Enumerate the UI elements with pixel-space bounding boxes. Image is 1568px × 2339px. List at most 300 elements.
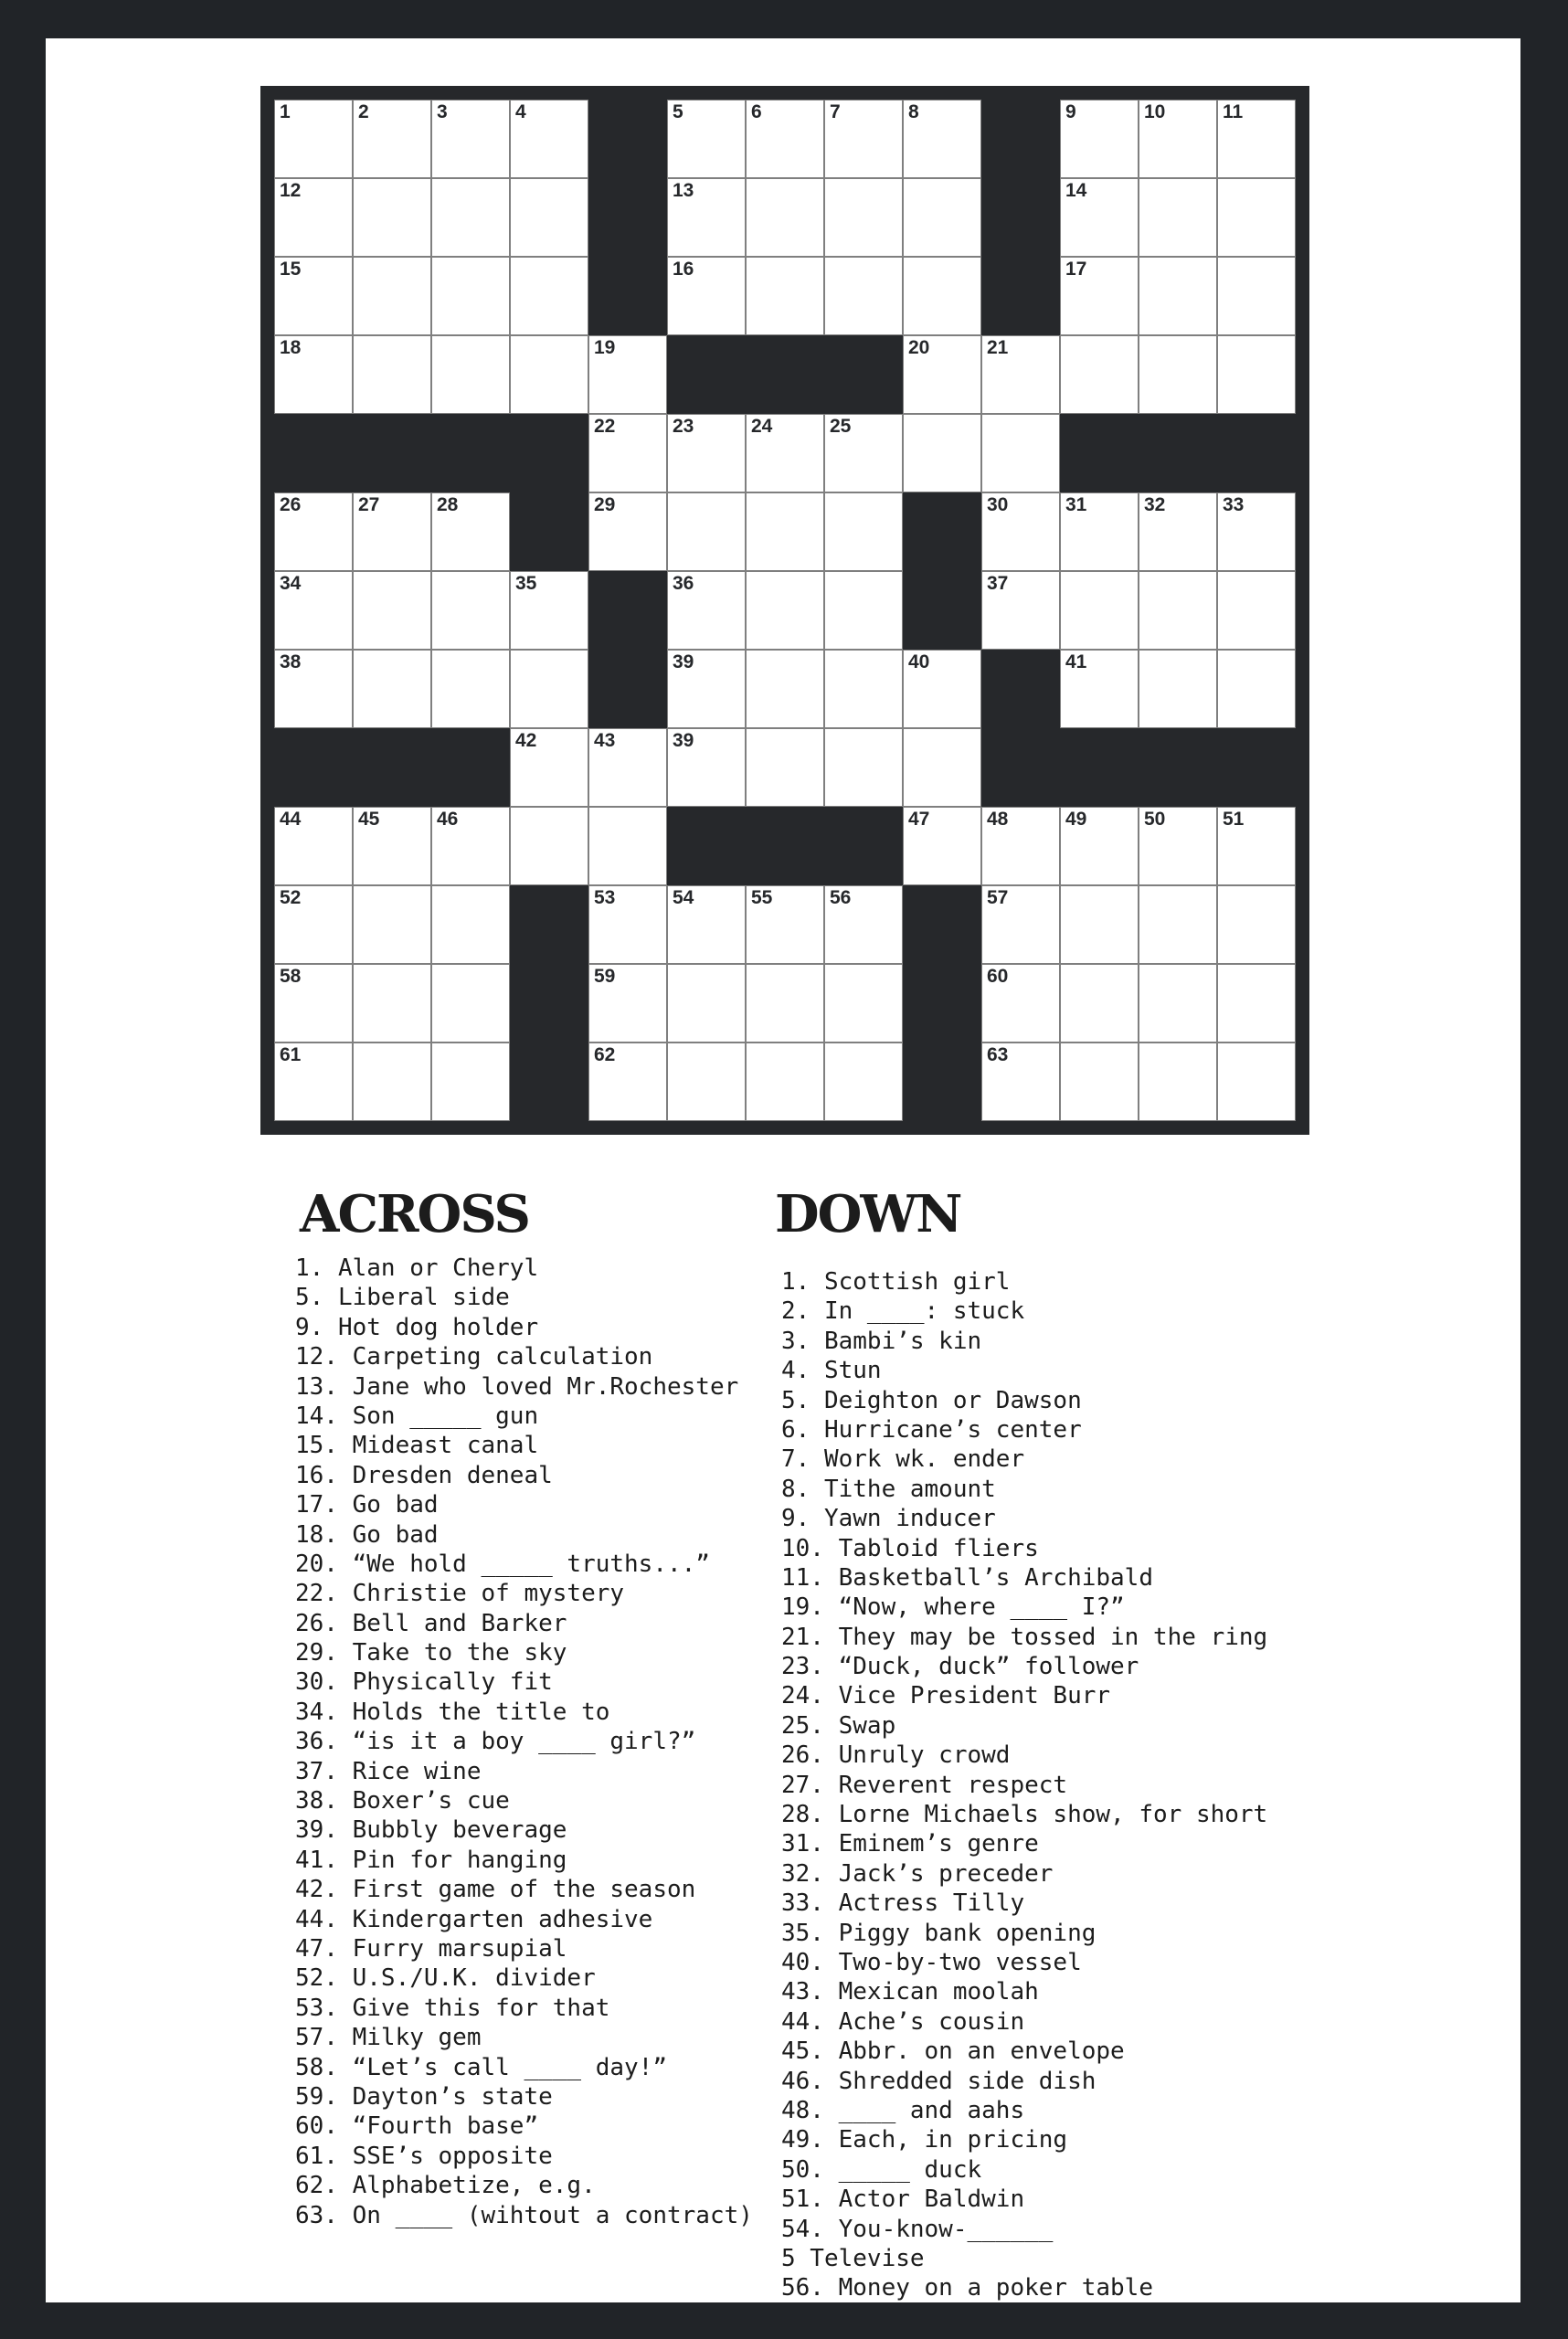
cell-number: 2 [358,101,369,122]
grid-cell-r7-c13[interactable] [1217,571,1296,650]
cell-number: 38 [280,651,302,672]
cell-number: 53 [594,887,616,908]
grid-cell-r10-c1[interactable] [274,807,353,885]
cell-number: 48 [987,809,1009,830]
grid-cell-r5-c2 [353,414,431,492]
across-clue-9: 17. Go bad [295,1491,439,1519]
cell-number: 18 [280,337,302,358]
grid-cell-r5-c1 [274,414,353,492]
down-clue-28: 46. Shredded side dish [781,2067,1097,2095]
grid-cell-r4-c12[interactable] [1139,335,1217,414]
down-clue-13: 21. They may be tossed in the ring [781,1623,1268,1651]
grid-cell-r13-c5[interactable] [588,1042,667,1121]
grid-cell-r8-c7[interactable] [746,650,824,728]
grid-cell-r1-c13[interactable] [1217,100,1296,178]
grid-cell-r11-c11[interactable] [1060,885,1139,964]
grid-cell-r13-c4 [510,1042,588,1121]
grid-cell-r5-c3 [431,414,510,492]
grid-cell-r5-c10[interactable] [981,414,1060,492]
grid-cell-r9-c3 [431,728,510,807]
down-clue-4: 4. Stun [781,1357,882,1385]
grid-cell-r7-c7[interactable] [746,571,824,650]
down-clue-18: 27. Reverent respect [781,1771,1068,1799]
grid-cell-r1-c9[interactable] [903,100,981,178]
grid-cell-r11-c1[interactable] [274,885,353,964]
across-clue-8: 16. Dresden deneal [295,1461,553,1489]
grid-cell-r13-c13[interactable] [1217,1042,1296,1121]
down-clue-32: 51. Actor Baldwin [781,2186,1025,2214]
cell-number: 40 [908,651,930,672]
grid-cell-r2-c4[interactable] [510,178,588,257]
grid-cell-r11-c12[interactable] [1139,885,1217,964]
cell-number: 19 [594,337,616,358]
down-clue-34: 5 Televise [781,2244,925,2272]
grid-cell-r9-c10 [981,728,1060,807]
across-clue-26: 53. Give this for that [295,1994,610,2022]
grid-cell-r10-c7 [746,807,824,885]
grid-cell-r12-c10[interactable] [981,964,1060,1042]
cell-number: 12 [280,180,302,201]
down-clue-14: 23. “Duck, duck” follower [781,1653,1139,1681]
grid-cell-r13-c3[interactable] [431,1042,510,1121]
cell-number: 1 [280,101,291,122]
cell-number: 24 [751,416,773,437]
down-clue-29: 48. ____ and aahs [781,2096,1025,2124]
across-clue-24: 47. Furry marsupial [295,1934,567,1963]
across-clue-16: 34. Holds the title to [295,1698,610,1726]
down-clue-5: 5. Deighton or Dawson [781,1386,1082,1414]
grid-cell-r2-c2[interactable] [353,178,431,257]
grid-cell-r12-c11[interactable] [1060,964,1139,1042]
down-clue-9: 9. Yawn inducer [781,1505,996,1533]
grid-cell-r12-c6[interactable] [667,964,746,1042]
across-clue-14: 29. Take to the sky [295,1639,567,1667]
cell-number: 7 [830,101,841,122]
across-clue-20: 39. Bubbly beverage [295,1816,567,1845]
across-clue-6: 14. Son _____ gun [295,1402,539,1430]
grid-cell-r7-c5 [588,571,667,650]
grid-cell-r7-c8[interactable] [824,571,903,650]
grid-cell-r3-c9[interactable] [903,257,981,335]
across-clue-13: 26. Bell and Barker [295,1609,567,1637]
down-clue-21: 32. Jack’s preceder [781,1859,1054,1888]
grid-cell-r11-c5[interactable] [588,885,667,964]
down-clue-11: 11. Basketball’s Archibald [781,1563,1153,1592]
grid-cell-r9-c11 [1060,728,1139,807]
grid-cell-r12-c2[interactable] [353,964,431,1042]
grid-cell-r4-c8 [824,335,903,414]
cell-number: 41 [1065,651,1087,672]
grid-cell-r9-c6[interactable] [667,728,746,807]
grid-cell-r10-c2[interactable] [353,807,431,885]
down-clue-3: 3. Bambi’s kin [781,1327,982,1355]
grid-cell-r1-c5 [588,100,667,178]
grid-cell-r6-c1[interactable] [274,492,353,571]
grid-cell-r8-c11[interactable] [1060,650,1139,728]
across-clue-23: 44. Kindergarten adhesive [295,1905,653,1933]
grid-cell-r4-c5[interactable] [588,335,667,414]
cell-number: 23 [673,416,694,437]
grid-cell-r2-c5 [588,178,667,257]
grid-cell-r7-c4[interactable] [510,571,588,650]
grid-cell-r12-c1[interactable] [274,964,353,1042]
grid-cell-r4-c2[interactable] [353,335,431,414]
grid-cell-r10-c8 [824,807,903,885]
across-clue-17: 36. “is it a boy ____ girl?” [295,1728,696,1756]
grid-cell-r11-c9 [903,885,981,964]
grid-cell-r7-c3[interactable] [431,571,510,650]
grid-cell-r2-c13[interactable] [1217,178,1296,257]
grid-cell-r9-c1 [274,728,353,807]
cell-number: 54 [673,887,694,908]
grid-cell-r3-c7[interactable] [746,257,824,335]
cell-number: 30 [987,494,1009,515]
cell-number: 13 [673,180,694,201]
cell-number: 32 [1144,494,1166,515]
cell-number: 58 [280,966,302,987]
grid-cell-r1-c12[interactable] [1139,100,1217,178]
grid-cell-r8-c2[interactable] [353,650,431,728]
across-clue-2: 5. Liberal side [295,1284,510,1312]
grid-cell-r8-c8[interactable] [824,650,903,728]
grid-cell-r10-c5[interactable] [588,807,667,885]
grid-cell-r6-c9 [903,492,981,571]
across-clue-5: 13. Jane who loved Mr.Rochester [295,1372,739,1401]
grid-cell-r13-c8[interactable] [824,1042,903,1121]
across-clue-4: 12. Carpeting calculation [295,1343,653,1371]
cell-number: 62 [594,1044,616,1065]
across-clue-29: 59. Dayton’s state [295,2082,553,2111]
grid-cell-r4-c10[interactable] [981,335,1060,414]
cell-number: 14 [1065,180,1087,201]
grid-cell-r8-c4[interactable] [510,650,588,728]
grid-cell-r5-c6[interactable] [667,414,746,492]
grid-cell-r3-c2[interactable] [353,257,431,335]
cell-number: 60 [987,966,1009,987]
grid-cell-r3-c13[interactable] [1217,257,1296,335]
grid-cell-r10-c3[interactable] [431,807,510,885]
cell-number: 43 [594,730,616,751]
across-clue-10: 18. Go bad [295,1520,439,1549]
across-clue-3: 9. Hot dog holder [295,1313,539,1341]
cell-number: 35 [515,573,537,594]
grid-cell-r5-c4 [510,414,588,492]
grid-cell-r11-c7[interactable] [746,885,824,964]
grid-cell-r1-c2[interactable] [353,100,431,178]
grid-cell-r6-c7[interactable] [746,492,824,571]
grid-cell-r5-c7[interactable] [746,414,824,492]
cell-number: 55 [751,887,773,908]
grid-cell-r3-c4[interactable] [510,257,588,335]
grid-cell-r1-c3[interactable] [431,100,510,178]
grid-cell-r7-c9 [903,571,981,650]
cell-number: 15 [280,259,302,280]
cell-number: 6 [751,101,762,122]
grid-cell-r8-c10 [981,650,1060,728]
across-clue-1: 1. Alan or Cheryl [295,1254,539,1282]
grid-cell-r4-c9[interactable] [903,335,981,414]
grid-cell-r2-c3[interactable] [431,178,510,257]
down-clue-24: 40. Two-by-two vessel [781,1948,1082,1976]
cell-number: 59 [594,966,616,987]
grid-cell-r11-c2[interactable] [353,885,431,964]
grid-cell-r12-c7[interactable] [746,964,824,1042]
grid-cell-r6-c4 [510,492,588,571]
grid-cell-r8-c1[interactable] [274,650,353,728]
grid-cell-r12-c4 [510,964,588,1042]
cell-number: 29 [594,494,616,515]
grid-cell-r13-c9 [903,1042,981,1121]
across-clue-list [295,1254,753,2230]
down-clue-30: 49. Each, in pricing [781,2126,1068,2154]
across-clue-28: 58. “Let’s call ____ day!” [295,2053,667,2081]
cell-number: 27 [358,494,380,515]
grid-cell-r12-c9 [903,964,981,1042]
cell-number: 31 [1065,494,1087,515]
grid-cell-r8-c6[interactable] [667,650,746,728]
down-clue-16: 25. Swap [781,1711,896,1740]
down-clue-2: 2. In ____: stuck [781,1297,1025,1326]
grid-cell-r1-c4[interactable] [510,100,588,178]
down-clue-35: 56. Money on a poker table [781,2274,1153,2302]
grid-cell-r3-c11[interactable] [1060,257,1139,335]
down-clue-10: 10. Tabloid fliers [781,1534,1039,1562]
grid-cell-r9-c9[interactable] [903,728,981,807]
across-clue-30: 60. “Fourth base” [295,2112,539,2141]
grid-cell-r4-c1[interactable] [274,335,353,414]
cell-number: 63 [987,1044,1009,1065]
grid-cell-r13-c7[interactable] [746,1042,824,1121]
grid-cell-r4-c11[interactable] [1060,335,1139,414]
down-clue-31: 50. _____ duck [781,2155,982,2184]
cell-number: 10 [1144,101,1166,122]
cell-number: 56 [830,887,852,908]
grid-cell-r1-c1[interactable] [274,100,353,178]
cell-number: 5 [673,101,683,122]
grid-cell-r9-c2 [353,728,431,807]
grid-cell-r9-c5[interactable] [588,728,667,807]
cell-number: 34 [280,573,302,594]
grid-cell-r11-c3[interactable] [431,885,510,964]
down-clue-17: 26. Unruly crowd [781,1741,1011,1770]
grid-cell-r7-c2[interactable] [353,571,431,650]
grid-cell-r5-c5[interactable] [588,414,667,492]
down-clue-23: 35. Piggy bank opening [781,1919,1097,1947]
down-clue-19: 28. Lorne Michaels show, for short [781,1801,1268,1829]
cell-number: 22 [594,416,616,437]
grid-cell-r6-c3[interactable] [431,492,510,571]
cell-number: 21 [987,337,1009,358]
grid-cell-r6-c12[interactable] [1139,492,1217,571]
grid-cell-r2-c9[interactable] [903,178,981,257]
cell-number: 44 [280,809,302,830]
grid-cell-r1-c6[interactable] [667,100,746,178]
grid-cell-r9-c13 [1217,728,1296,807]
cell-number: 36 [673,573,694,594]
cell-number: 52 [280,887,302,908]
cell-number: 11 [1223,101,1244,122]
grid-cell-r11-c6[interactable] [667,885,746,964]
grid-cell-r1-c10 [981,100,1060,178]
grid-cell-r3-c8[interactable] [824,257,903,335]
grid-cell-r2-c1[interactable] [274,178,353,257]
grid-cell-r3-c3[interactable] [431,257,510,335]
grid-cell-r11-c4 [510,885,588,964]
grid-cell-r3-c1[interactable] [274,257,353,335]
grid-cell-r4-c13[interactable] [1217,335,1296,414]
grid-cell-r6-c13[interactable] [1217,492,1296,571]
grid-cell-r9-c8[interactable] [824,728,903,807]
cell-number: 37 [987,573,1009,594]
grid-cell-r12-c3[interactable] [431,964,510,1042]
grid-cell-r9-c4[interactable] [510,728,588,807]
across-clue-11: 20. “We hold _____ truths...” [295,1550,710,1578]
cell-number: 8 [908,101,919,122]
crossword-grid [260,86,1309,1135]
across-clue-18: 37. Rice wine [295,1757,482,1785]
grid-cell-r5-c8[interactable] [824,414,903,492]
cell-number: 4 [515,101,526,122]
down-clue-15: 24. Vice President Burr [781,1682,1111,1710]
cell-number: 9 [1065,101,1076,122]
grid-cell-r7-c10[interactable] [981,571,1060,650]
across-clue-33: 63. On ____ (wihtout a contract) [295,2201,753,2229]
cell-number: 57 [987,887,1009,908]
grid-cell-r3-c10 [981,257,1060,335]
down-clue-list [781,1267,1267,2303]
grid-cell-r5-c12 [1139,414,1217,492]
grid-cell-r2-c6[interactable] [667,178,746,257]
cell-number: 25 [830,416,852,437]
across-clue-27: 57. Milky gem [295,2024,482,2052]
grid-cell-r9-c7[interactable] [746,728,824,807]
across-clue-22: 42. First game of the season [295,1876,696,1904]
grid-cell-r2-c11[interactable] [1060,178,1139,257]
down-clue-22: 33. Actress Tilly [781,1889,1025,1918]
grid-cell-r10-c11[interactable] [1060,807,1139,885]
down-clue-33: 54. You-know-______ [781,2215,1054,2243]
across-clue-15: 30. Physically fit [295,1668,553,1697]
down-header: DOWN [775,1184,961,1244]
cell-number: 47 [908,809,930,830]
grid-cell-r13-c11[interactable] [1060,1042,1139,1121]
cell-number: 26 [280,494,302,515]
down-clue-25: 43. Mexican moolah [781,1978,1039,2006]
grid-cell-r5-c13 [1217,414,1296,492]
cell-number: 33 [1223,494,1245,515]
grid-cell-r7-c11[interactable] [1060,571,1139,650]
grid-cell-r4-c7 [746,335,824,414]
grid-cell-r5-c9[interactable] [903,414,981,492]
grid-cell-r5-c11 [1060,414,1139,492]
cell-number: 51 [1223,809,1245,830]
grid-cell-r10-c6 [667,807,746,885]
down-clue-12: 19. “Now, where ____ I?” [781,1593,1125,1622]
grid-cell-r10-c4[interactable] [510,807,588,885]
grid-cell-r12-c13[interactable] [1217,964,1296,1042]
across-clue-19: 38. Boxer’s cue [295,1787,510,1815]
grid-cell-r13-c2[interactable] [353,1042,431,1121]
across-clue-32: 62. Alphabetize, e.g. [295,2172,596,2200]
grid-cell-r8-c12[interactable] [1139,650,1217,728]
down-clue-27: 45. Abbr. on an envelope [781,2037,1125,2066]
grid-cell-r6-c2[interactable] [353,492,431,571]
grid-cell-r2-c7[interactable] [746,178,824,257]
grid-cell-r7-c1[interactable] [274,571,353,650]
down-clue-26: 44. Ache’s cousin [781,2007,1025,2036]
grid-cell-r4-c4[interactable] [510,335,588,414]
grid-cell-r9-c12 [1139,728,1217,807]
cell-number: 3 [437,101,448,122]
grid-cell-r2-c10 [981,178,1060,257]
grid-cell-r7-c6[interactable] [667,571,746,650]
grid-cell-r13-c6[interactable] [667,1042,746,1121]
grid-cell-r3-c6[interactable] [667,257,746,335]
cell-number: 17 [1065,259,1087,280]
grid-cell-r12-c5[interactable] [588,964,667,1042]
grid-cell-r8-c13[interactable] [1217,650,1296,728]
cell-number: 16 [673,259,694,280]
grid-cell-r12-c8[interactable] [824,964,903,1042]
down-clue-1: 1. Scottish girl [781,1268,1011,1296]
cell-number: 42 [515,730,537,751]
grid-cell-r1-c7[interactable] [746,100,824,178]
grid-cell-r13-c1[interactable] [274,1042,353,1121]
cell-number: 45 [358,809,380,830]
down-clue-8: 8. Tithe amount [781,1475,996,1503]
across-clue-21: 41. Pin for hanging [295,1846,567,1874]
grid-cell-r6-c11[interactable] [1060,492,1139,571]
grid-cell-r13-c12[interactable] [1139,1042,1217,1121]
grid-cell-r8-c3[interactable] [431,650,510,728]
grid-cell-r6-c5[interactable] [588,492,667,571]
cell-number: 39 [673,730,694,751]
grid-cell-r11-c10[interactable] [981,885,1060,964]
across-clue-25: 52. U.S./U.K. divider [295,1964,596,1993]
grid-cell-r11-c8[interactable] [824,885,903,964]
across-clue-12: 22. Christie of mystery [295,1580,625,1608]
grid-cell-r8-c5 [588,650,667,728]
grid-cell-r10-c12[interactable] [1139,807,1217,885]
grid-cell-r6-c8[interactable] [824,492,903,571]
cell-number: 61 [280,1044,302,1065]
cell-number: 39 [673,651,694,672]
down-clue-20: 31. Eminem’s genre [781,1830,1039,1858]
grid-cell-r4-c6 [667,335,746,414]
across-clue-31: 61. SSE’s opposite [295,2142,553,2170]
grid-cell-r10-c13[interactable] [1217,807,1296,885]
grid-cell-r10-c10[interactable] [981,807,1060,885]
grid-cell-r12-c12[interactable] [1139,964,1217,1042]
grid-cell-r10-c9[interactable] [903,807,981,885]
grid-cell-r7-c12[interactable] [1139,571,1217,650]
grid-cell-r2-c12[interactable] [1139,178,1217,257]
grid-cell-r1-c11[interactable] [1060,100,1139,178]
grid-cell-r8-c9[interactable] [903,650,981,728]
down-clue-7: 7. Work wk. ender [781,1445,1025,1474]
grid-cell-r3-c5 [588,257,667,335]
grid-cell-r13-c10[interactable] [981,1042,1060,1121]
grid-cell-r11-c13[interactable] [1217,885,1296,964]
across-header: ACROSS [300,1184,529,1244]
grid-cell-r1-c8[interactable] [824,100,903,178]
grid-cell-r6-c6[interactable] [667,492,746,571]
cell-number: 28 [437,494,459,515]
grid-cell-r4-c3[interactable] [431,335,510,414]
grid-cell-r6-c10[interactable] [981,492,1060,571]
grid-cell-r3-c12[interactable] [1139,257,1217,335]
grid-cell-r2-c8[interactable] [824,178,903,257]
